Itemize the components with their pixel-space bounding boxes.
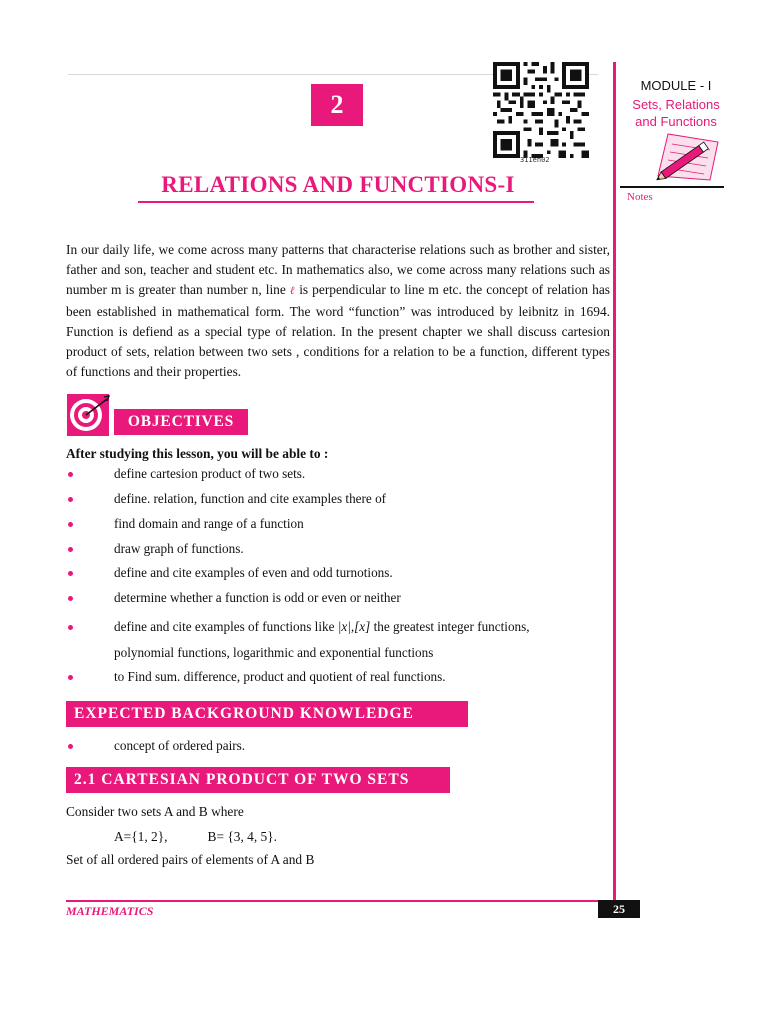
bullet-dot	[68, 571, 73, 576]
notes-pencil-icon	[648, 128, 728, 184]
footer-subject: MATHEMATICS	[66, 904, 154, 918]
section-text-line3: Set of all ordered pairs of elements of A and B	[66, 852, 315, 867]
page-number: 25	[598, 900, 640, 918]
qr-code	[493, 62, 589, 158]
notes-label: Notes	[627, 191, 653, 203]
intro-paragraph	[66, 240, 610, 382]
title-underline	[138, 201, 534, 203]
objectives-target-icon	[66, 393, 110, 437]
objectives-lead: After studying this lesson, you will be able to :	[66, 446, 329, 461]
section-heading: 2.1 CARTESIAN PRODUCT OF TWO SETS	[66, 767, 450, 793]
qr-caption: 311en02	[520, 156, 550, 164]
chapter-title: RELATIONS AND FUNCTIONS-I	[161, 172, 515, 197]
bullet-dot	[68, 625, 73, 630]
abs-and-floor-notation: |x|,[x]	[337, 619, 371, 634]
module-label: MODULE - I	[640, 78, 712, 93]
module-name-line1: Sets, Relations	[632, 97, 720, 112]
bullet-dot	[68, 522, 73, 527]
line-symbol: ℓ	[289, 285, 296, 298]
intro-text-2: is perpendicular to line m etc. the concept of relation has been established in mathematical form. The word “function” was introduced by leibnitz in 1694. Function is defiend as a special type of relation. In the present chapter we shall discuss cartesion product of sets, relation between two sets , conditions for a relation to be a function, different types of functions and their properties.	[66, 282, 610, 380]
bullet-dot	[68, 547, 73, 552]
bullet-dot	[68, 472, 73, 477]
set-a: A={1, 2},	[114, 829, 168, 844]
bullet-dot	[68, 675, 73, 680]
notes-rule	[620, 186, 724, 188]
sets-definition	[114, 829, 277, 845]
section-text-line1: Consider two sets A and B where	[66, 804, 244, 819]
chapter-number-badge: 2	[311, 84, 363, 126]
background-heading: EXPECTED BACKGROUND KNOWLEDGE	[66, 701, 468, 727]
intro-text-1: In our daily life, we come across many patterns that characterise relations such as brother and sister, father and son, teacher and student etc. In mathematics also, we come across many relations such as number m is greater than number n, line	[66, 242, 610, 298]
module-name	[620, 96, 732, 130]
margin-divider	[613, 62, 616, 907]
set-b: B= {3, 4, 5}.	[207, 829, 278, 844]
bullet-dot	[68, 497, 73, 502]
module-name-line2: and Functions	[635, 114, 717, 129]
bullet-dot	[68, 744, 73, 749]
bullet-dot	[68, 596, 73, 601]
footer-rule	[66, 900, 640, 902]
objectives-heading: OBJECTIVES	[114, 409, 248, 435]
